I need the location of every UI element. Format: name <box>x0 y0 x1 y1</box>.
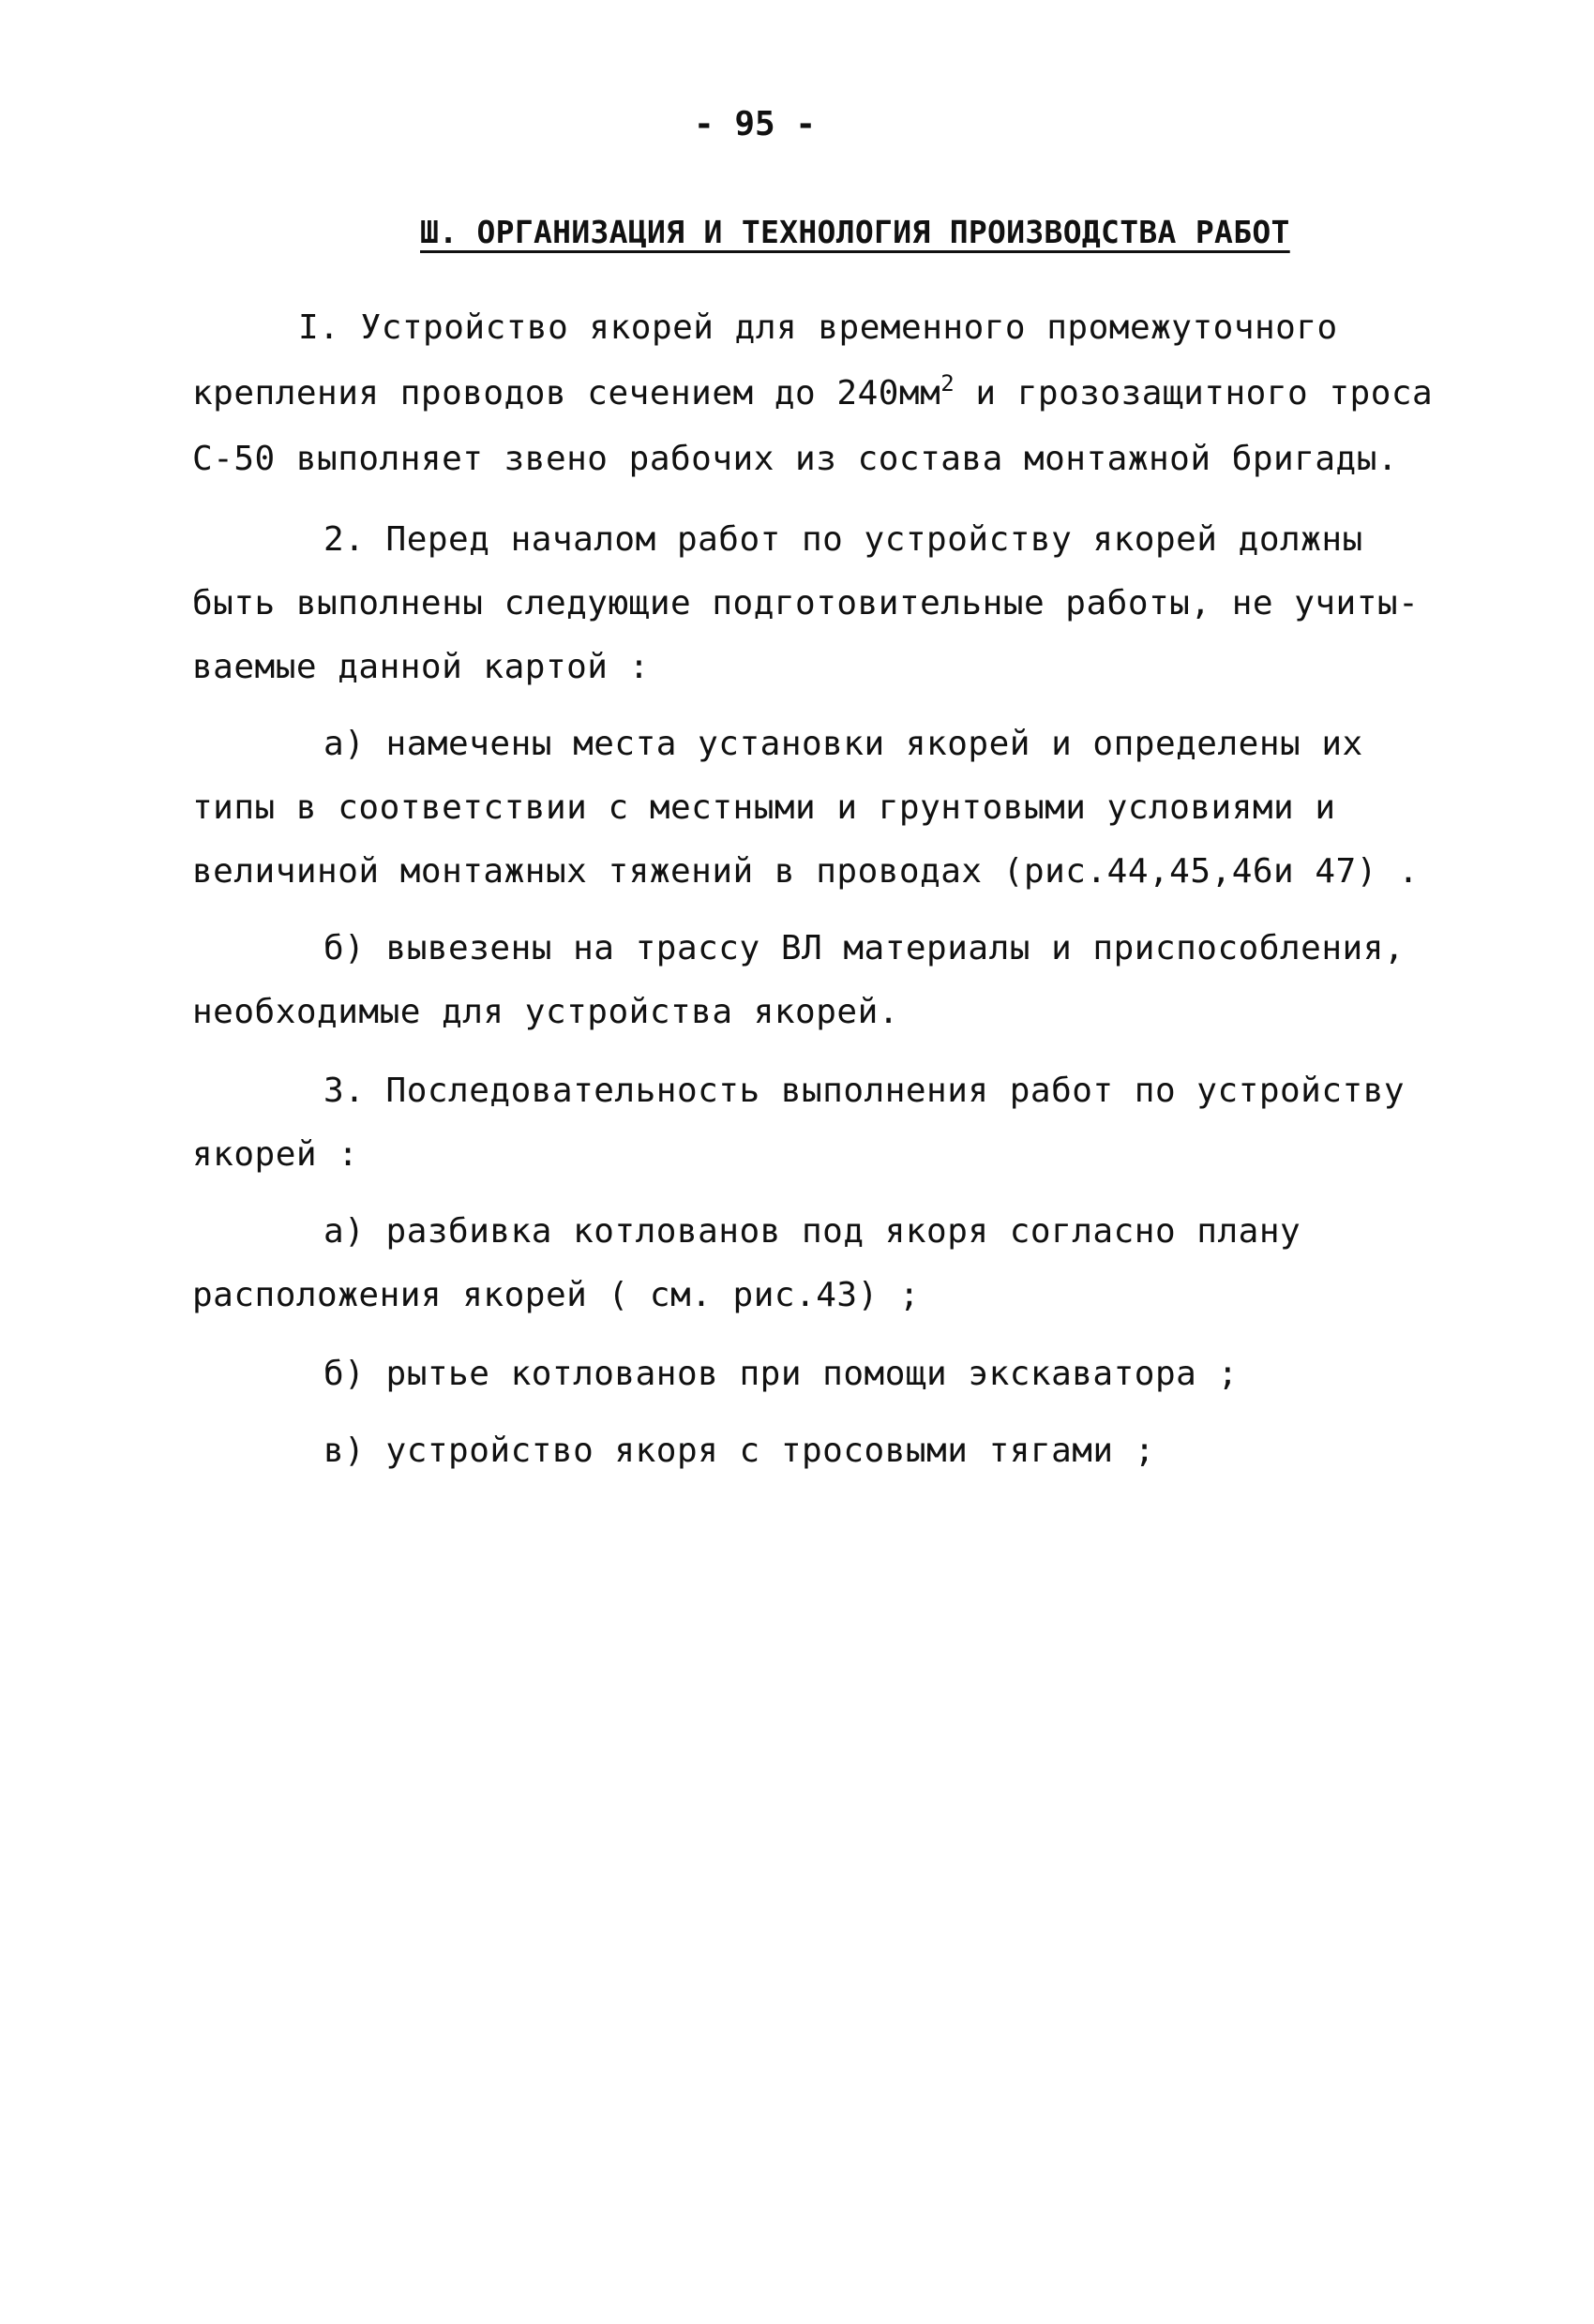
item-2b-line-1: б) вывезены на трассу ВЛ материалы и приспособления, <box>323 929 1406 967</box>
item-2a-line-3: величиной монтажных тяжений в проводах (рис.44,45,46и 47) . <box>192 852 1420 891</box>
item-2a-line-1: а) намечены места установки якорей и определены их <box>323 725 1363 763</box>
item-3c: в) устройство якоря с тросовыми тягами ; <box>323 1432 1155 1470</box>
paragraph-1-line-2 <box>192 370 1434 414</box>
paragraph-3-line-2: якорей : <box>192 1135 359 1174</box>
paragraph-1-line-3: С-50 выполняет звено рабочих из состава монтажной бригады. <box>192 440 1399 478</box>
paragraph-1-line-2-text: крепления проводов сечением до 240мм <box>192 374 941 412</box>
item-3a-line-2: расположения якорей ( см. рис.43) ; <box>192 1276 921 1314</box>
item-2b-line-2: необходимые для устройства якорей. <box>192 993 899 1031</box>
item-3b: б) рытье котлованов при помощи экскаватора ; <box>323 1355 1239 1393</box>
item-2a-line-2: типы в соответствии с местными и грунтовыми условиями и <box>192 788 1336 827</box>
paragraph-2-line-2: быть выполнены следующие подготовительные работы, не учиты- <box>192 584 1420 622</box>
section-title: Ш. ОРГАНИЗАЦИЯ И ТЕХНОЛОГИЯ ПРОИЗВОДСТВА РАБОТ <box>420 214 1290 250</box>
paragraph-3-line-1: 3. Последовательность выполнения работ по устройству <box>323 1072 1406 1110</box>
paragraph-2-line-3: ваемые данной картой : <box>192 648 650 686</box>
page-number: - 95 - <box>694 105 817 143</box>
paragraph-2-line-1: 2. Перед началом работ по устройству якорей должны <box>323 520 1363 559</box>
paragraph-1-line-2-tail: и грозозащитного троса <box>955 374 1434 412</box>
item-3a-line-1: а) разбивка котлованов под якоря согласно плану <box>323 1212 1301 1251</box>
superscript-2: 2 <box>940 370 955 397</box>
paragraph-1-line-1: I. Устройство якорей для временного промежуточного <box>298 308 1338 347</box>
